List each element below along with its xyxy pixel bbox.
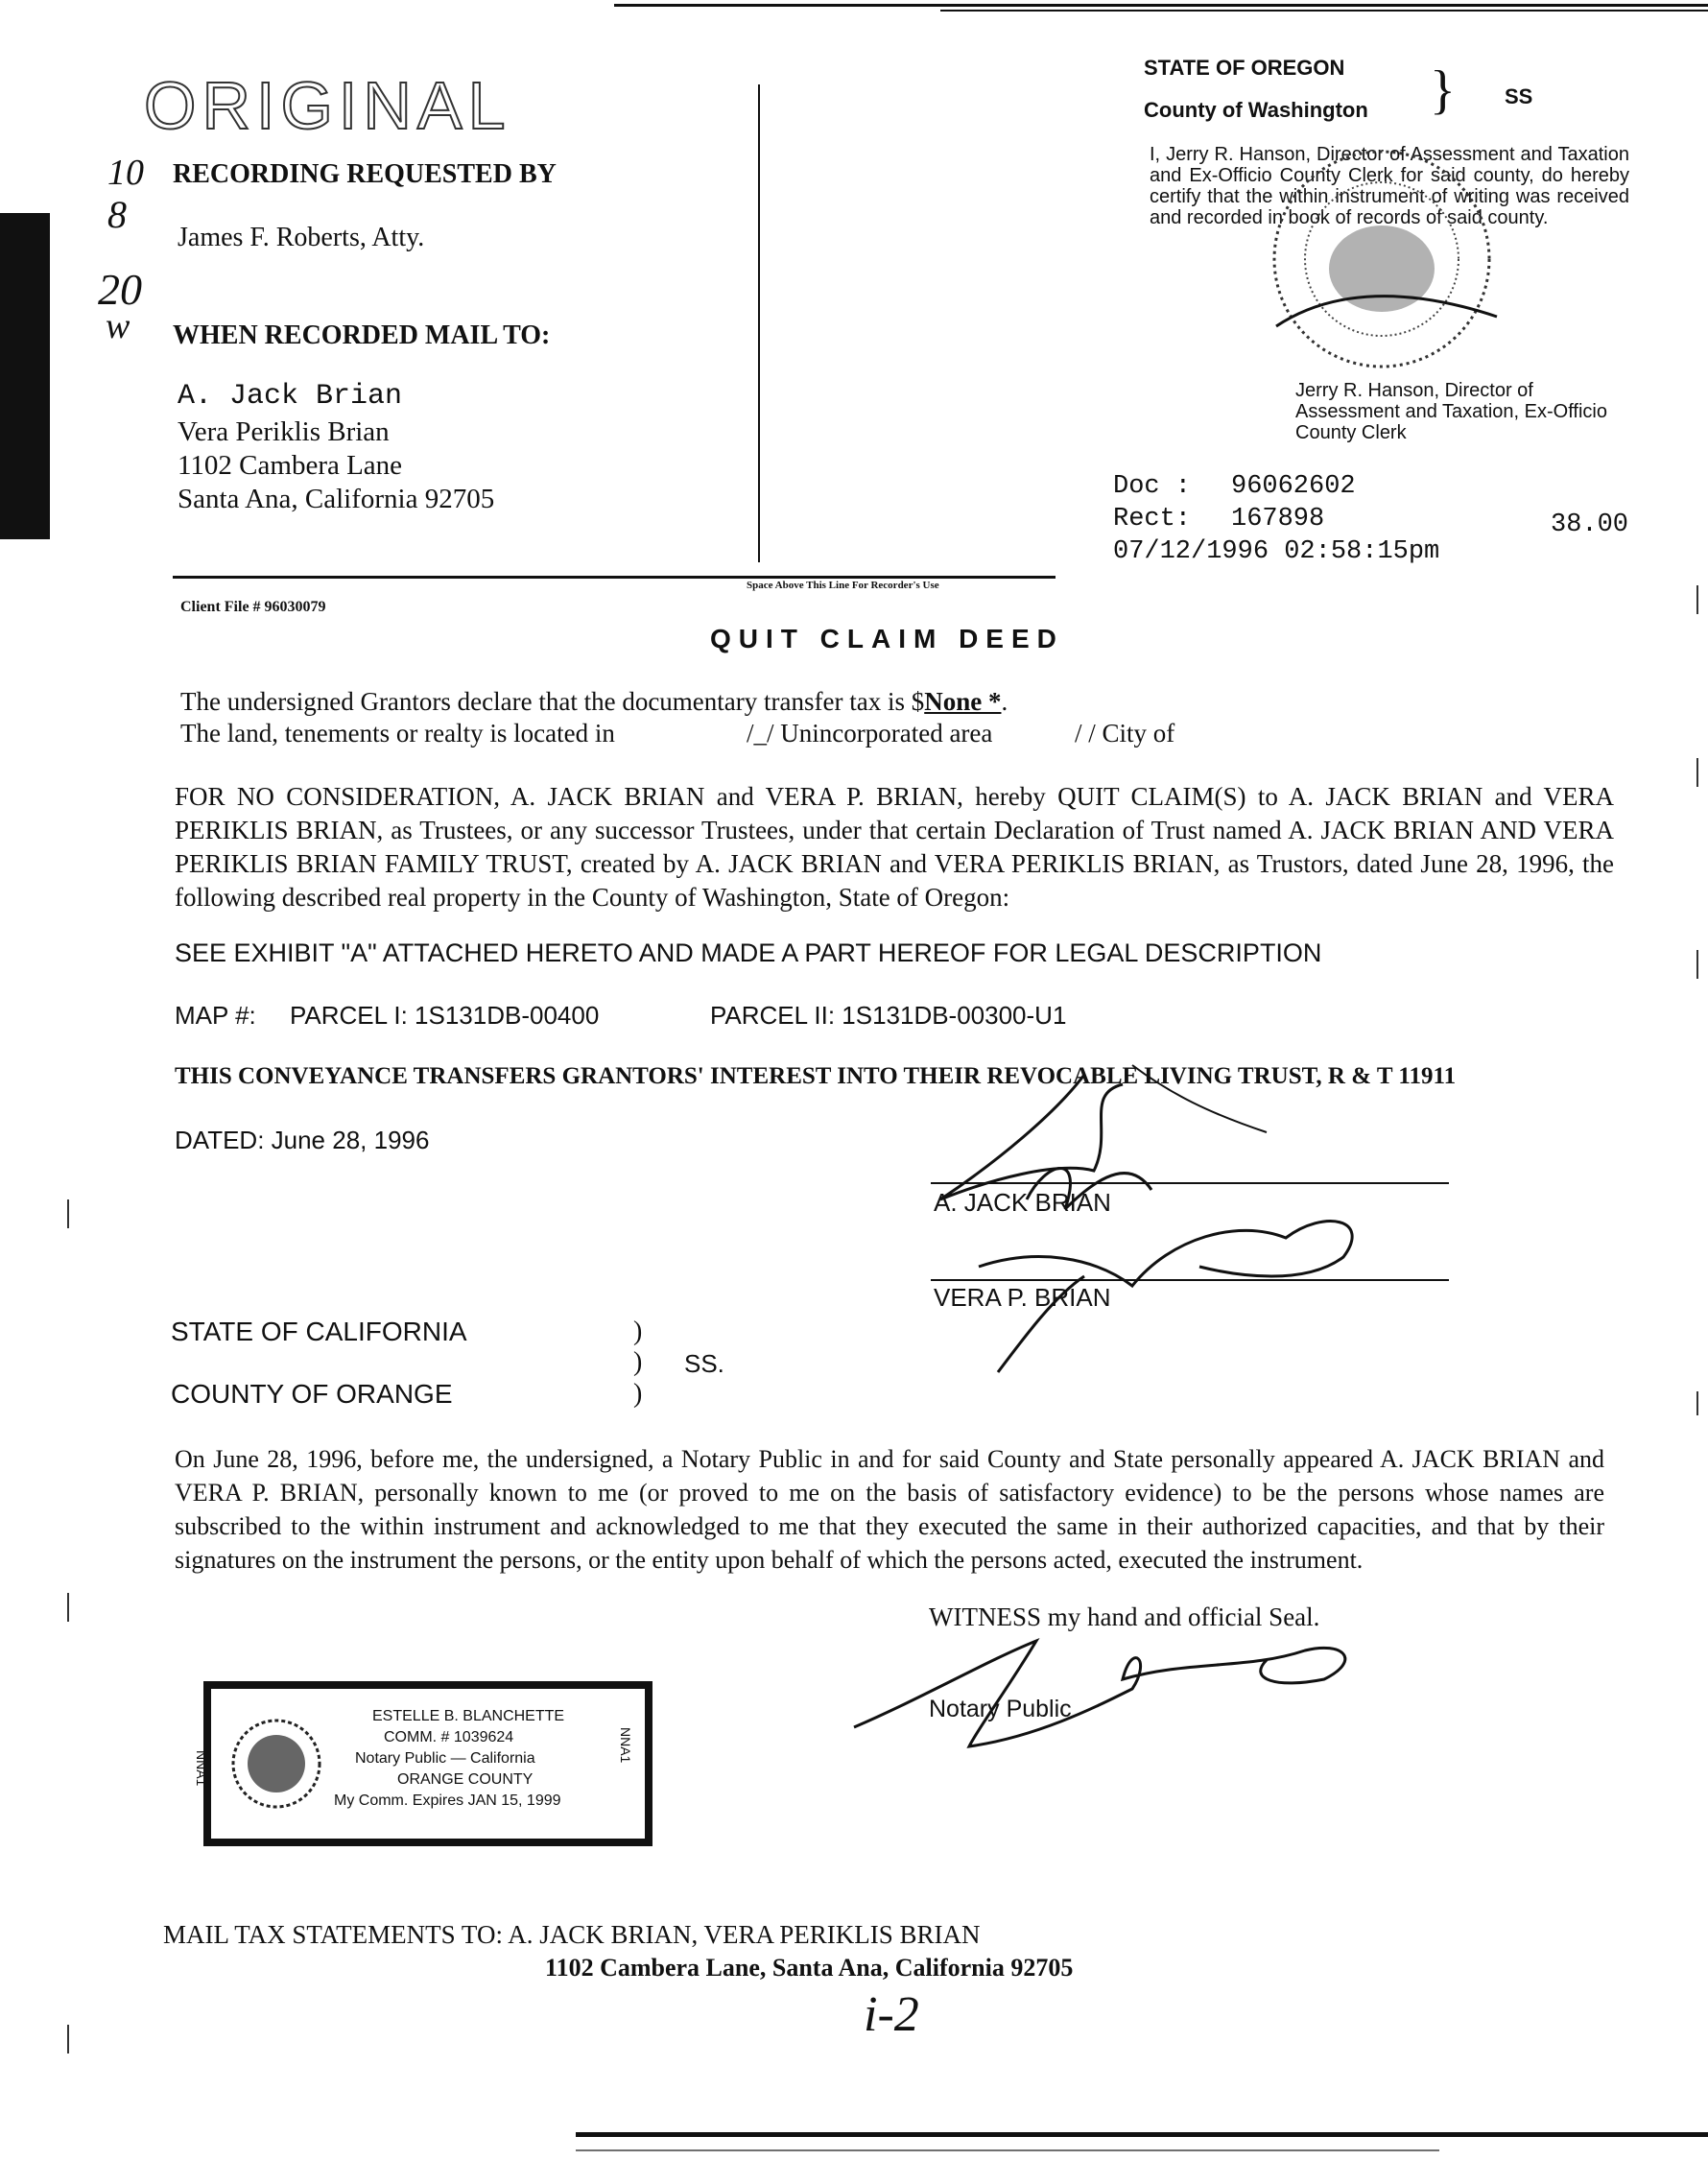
conveyance-line: THIS CONVEYANCE TRANSFERS GRANTORS' INTEREST INTO THEIR REVOCABLE LIVING TRUST, R & T 11911 <box>175 1063 1457 1089</box>
bottom-scan-line <box>576 2132 1708 2137</box>
recorder-state: STATE OF OREGON <box>1144 56 1345 80</box>
tax-line-2-b: /_/ Unincorporated area <box>747 719 993 748</box>
recorder-county: County of Washington <box>1144 98 1368 122</box>
bottom-scan-line-2 <box>576 2149 1439 2151</box>
witness-line: WITNESS my hand and official Seal. <box>929 1602 1320 1631</box>
recorder-use-line <box>173 576 1056 579</box>
county-seal-icon <box>1219 134 1545 384</box>
grantor-signatures-icon <box>921 1056 1459 1401</box>
scan-mark <box>1696 1391 1698 1415</box>
tax-line-2-a: The land, tenements or realty is located in <box>180 719 615 748</box>
recording-fee: 38.00 <box>1551 510 1629 539</box>
recorder-signer: Jerry R. Hanson, Director of Assessment and Taxation, Ex-Officio County Clerk <box>1295 380 1607 443</box>
requested-by: James F. Roberts, Atty. <box>178 223 425 252</box>
seal-line-4: ORANGE COUNTY <box>397 1771 534 1788</box>
scan-edge-bar <box>0 213 50 539</box>
when-recorded-label: WHEN RECORDED MAIL TO: <box>173 320 551 350</box>
mail-to-line-3: 1102 Cambera Lane <box>178 450 403 481</box>
mail-to-line-2: Vera Periklis Brian <box>178 416 390 447</box>
signer-1-name: A. JACK BRIAN <box>934 1188 1111 1217</box>
recording-timestamp: 07/12/1996 02:58:15pm <box>1113 537 1440 566</box>
doc-label: Doc : <box>1113 472 1192 501</box>
state-seal-icon <box>228 1716 324 1812</box>
header-divider <box>758 84 760 562</box>
venue-paren-2: ) <box>633 1347 643 1377</box>
client-file: Client File # 96030079 <box>180 599 326 615</box>
tax-line-2-c: / / City of <box>1075 719 1175 748</box>
seal-line-3: Notary Public — California <box>355 1750 535 1767</box>
margin-mark-3: 20 <box>98 265 142 314</box>
mail-tax-address: 1102 Cambera Lane, Santa Ana, California 92705 <box>545 1954 1074 1982</box>
exhibit-line: SEE EXHIBIT "A" ATTACHED HERETO AND MADE A PART HEREOF FOR LEGAL DESCRIPTION <box>175 938 1322 967</box>
map-label: MAP #: <box>175 1001 256 1030</box>
space-above-line-note: Space Above This Line For Recorder's Use <box>747 580 939 591</box>
page-mark: i-2 <box>864 1987 919 2042</box>
venue-paren-3: ) <box>633 1379 643 1409</box>
scan-mark <box>67 1199 69 1228</box>
consideration-paragraph: FOR NO CONSIDERATION, A. JACK BRIAN and VERA P. BRIAN, hereby QUIT CLAIM(S) to A. JACK BRIAN and VERA PERIKLIS BRIAN, as Trustees, or any successor Trustees, under that certain Declaration of Trust named A. JACK BRIAN AND VERA PERIKLIS BRIAN FAMILY TRUST, created by A. JACK BRIAN and VERA PERIKLIS BRIAN, as Trustors, dated June 28, 1996, the following described real property in the County of Washington, State of Oregon: <box>175 782 1614 912</box>
seal-side-left: NNA1 <box>194 1750 209 1787</box>
tax-amount: None * <box>924 687 1002 716</box>
notary-state: STATE OF CALIFORNIA <box>171 1317 467 1346</box>
recorder-certification: I, Jerry R. Hanson, Director of Assessment and Taxation and Ex-Officio County Clerk for said county, do hereby certify that the within instrument of writing was received and recorded in book of records of said county. <box>1150 144 1629 228</box>
mail-tax-label: MAIL TAX STATEMENTS TO: A. JACK BRIAN, VERA PERIKLIS BRIAN <box>163 1920 981 1949</box>
scan-mark <box>1696 758 1698 787</box>
deed-title: QUIT CLAIM DEED <box>710 624 1064 653</box>
scan-mark <box>67 1593 69 1622</box>
scan-mark <box>67 2025 69 2053</box>
mail-to-name: A. Jack Brian <box>178 380 403 413</box>
recording-requested-label: RECORDING REQUESTED BY <box>173 159 557 189</box>
venue-ss: SS. <box>684 1349 724 1378</box>
notary-signature-icon <box>844 1622 1382 1766</box>
tax-line-1-end: . <box>1001 687 1008 716</box>
seal-side-right: NNA1 <box>618 1727 633 1764</box>
recorder-brace: } <box>1430 60 1456 120</box>
original-stamp: ORIGINAL <box>144 68 511 143</box>
seal-line-1: ESTELLE B. BLANCHETTE <box>372 1708 565 1724</box>
notary-public-label: Notary Public <box>929 1696 1072 1722</box>
tax-line-1-text: The undersigned Grantors declare that the documentary transfer tax is $ <box>180 687 925 716</box>
top-scan-line <box>614 4 1708 7</box>
parcel-2: PARCEL II: 1S131DB-00300-U1 <box>710 1001 1067 1030</box>
seal-line-5: My Comm. Expires JAN 15, 1999 <box>334 1792 561 1809</box>
tax-line-1 <box>180 687 1008 717</box>
seal-line-2: COMM. # 1039624 <box>384 1729 514 1745</box>
recorder-ss: SS <box>1505 84 1533 108</box>
margin-mark-2: 8 <box>107 193 127 236</box>
dated-line: DATED: June 28, 1996 <box>175 1126 430 1154</box>
scan-mark <box>1696 950 1698 979</box>
scan-mark <box>1696 585 1698 614</box>
doc-number: 96062602 <box>1231 472 1356 501</box>
mail-to-line-4: Santa Ana, California 92705 <box>178 484 495 514</box>
acknowledgment-paragraph: On June 28, 1996, before me, the undersigned, a Notary Public in and for said County and State personally appeared A. JACK BRIAN and VERA P. BRIAN, personally known to me (or proved to me on the basis of satisfactory evidence) to be the persons whose names are subscribed to the within instrument and acknowledged to me that they executed the same in their authorized capacities, and that by their signatures on the instrument the persons, or the entity upon behalf of which the persons acted, executed the instrument. <box>175 1445 1604 1574</box>
rect-number: 167898 <box>1231 505 1325 534</box>
margin-mark-4: w <box>106 306 130 346</box>
venue-paren-1: ) <box>633 1317 643 1346</box>
margin-mark-1: 10 <box>107 153 144 193</box>
parcel-1: PARCEL I: 1S131DB-00400 <box>290 1001 600 1030</box>
notary-seal <box>194 1681 652 1846</box>
notary-county: COUNTY OF ORANGE <box>171 1379 453 1409</box>
rect-label: Rect: <box>1113 505 1192 534</box>
signer-2-name: VERA P. BRIAN <box>934 1283 1111 1312</box>
top-scan-line-2 <box>940 10 1708 12</box>
